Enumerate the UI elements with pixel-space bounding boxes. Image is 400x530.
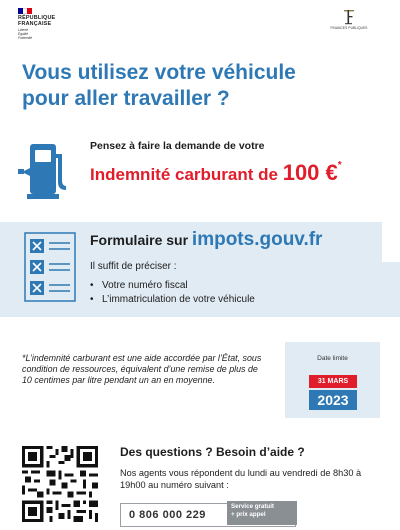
footnote: *L’indemnité carburant est une aide accordée par l’État, sous condition de ressources, équivalent d’une remise de plus de 10 centimes par litre pendant un an en moyenne. xyxy=(22,353,262,385)
deadline-date: 31 MARS xyxy=(309,375,357,388)
headline-line-1: Vous utilisez votre véhicule xyxy=(22,61,296,84)
impots-link[interactable]: impots.gouv.fr xyxy=(191,229,323,250)
form-title-prefix: Formulaire sur xyxy=(90,232,192,248)
deadline-label: Date limite xyxy=(317,355,348,362)
fuel-pump-icon xyxy=(18,140,72,202)
fuel-allowance-amount: 100 € xyxy=(282,160,338,185)
headline xyxy=(22,60,382,112)
phone-number[interactable]: 0 806 000 229 xyxy=(129,509,206,521)
form-requirements-list xyxy=(90,279,255,306)
qr-code-icon[interactable] xyxy=(22,446,98,522)
motto-fraternite: Fraternité xyxy=(18,35,33,40)
republic-line-2: FRANÇAISE xyxy=(18,21,52,28)
french-flag-icon xyxy=(18,8,32,14)
fuel-allowance-asterisk: * xyxy=(337,160,342,171)
headline-line-2: pour aller travailler ? xyxy=(22,87,230,110)
service-price-tag xyxy=(227,501,297,525)
fuel-allowance-label: Indemnité carburant de xyxy=(90,165,283,184)
form-intro: Il suffit de préciser : xyxy=(90,261,177,272)
list-item: • Votre numéro fiscal xyxy=(90,279,255,293)
list-item: • L’immatriculation de votre véhicule xyxy=(90,293,255,307)
call-price-label: + prix appel xyxy=(231,510,266,518)
service-free-label: Service gratuit xyxy=(231,503,274,510)
form-title xyxy=(90,229,322,251)
finances-publiques-text: FINANCES PUBLIQUES xyxy=(330,26,368,30)
motto-liberte: Liberté xyxy=(18,28,29,32)
fuel-allowance-title xyxy=(90,160,342,186)
motto-egalite: Égalité xyxy=(18,31,29,36)
motto xyxy=(18,29,32,41)
deadline-year: 2023 xyxy=(309,390,357,410)
finances-publiques-logo xyxy=(329,9,369,30)
fuel-intro: Pensez à faire la demande de votre xyxy=(90,140,265,152)
phone-number-box[interactable] xyxy=(120,503,296,527)
checklist-icon xyxy=(24,232,76,302)
republic-line-1: RÉPUBLIQUE xyxy=(18,15,56,21)
help-text: Nos agents vous répondent du lundi au vendredi de 8h30 à 19h00 au numéro suivant : xyxy=(120,468,362,490)
help-title: Des questions ? Besoin d’aide ? xyxy=(120,445,305,459)
finances-publiques-emblem-icon xyxy=(342,9,356,25)
republique-francaise-logo xyxy=(18,15,55,27)
